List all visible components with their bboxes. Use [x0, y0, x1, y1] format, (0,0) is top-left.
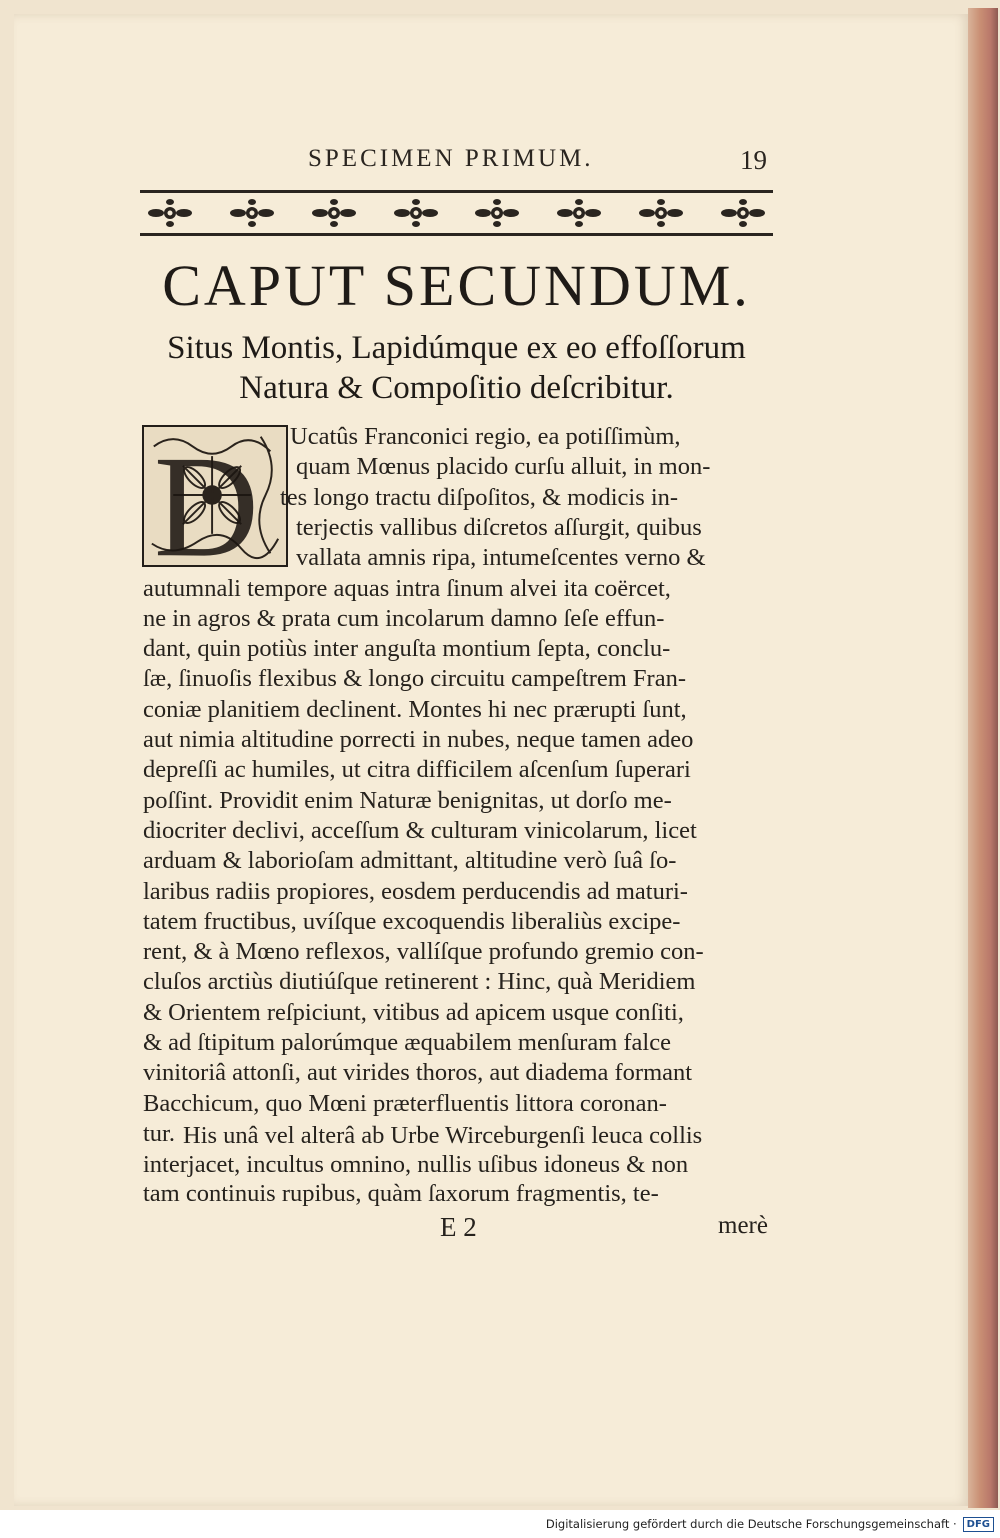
body-line: & ad ſtipitum palorúmque æquabilem menſuram falce — [143, 1029, 671, 1056]
ornament-unit-icon — [473, 197, 521, 229]
svg-text:D: D — [153, 427, 260, 565]
catchword: merè — [718, 1212, 768, 1239]
body-line: dant, quin potiùs inter anguſta montium ſepta, conclu- — [143, 635, 671, 663]
body-line: arduam & laborioſam admittant, altitudine verò ſuâ ſo- — [143, 847, 677, 875]
body-line: vallata amnis ripa, intumeſcentes verno & — [296, 544, 706, 572]
ornament-unit-icon — [392, 197, 440, 229]
body-line: tam continuis rupibus, quàm ſaxorum fragmentis, te- — [143, 1180, 659, 1207]
body-line: Ucatûs Franconici regio, ea potiſſimùm, — [290, 423, 681, 450]
body-line: terjectis vallibus diſcretos aſſurgit, quibus — [296, 513, 702, 541]
decorated-initial-icon — [142, 425, 288, 567]
ornament-unit-icon — [637, 197, 685, 229]
body-line: laribus radiis propiores, eosdem perducendis ad maturi- — [143, 877, 688, 905]
chapter-subtitle-line-1: Situs Montis, Lapidúmque ex eo effoſſorum — [167, 330, 746, 366]
ornament-unit-icon — [146, 197, 194, 229]
ornament-unit-icon — [555, 197, 603, 229]
decorated-initial-D-icon — [144, 427, 286, 565]
body-line: vinitoriâ attonſi, aut virides thoros, aut diadema formant — [143, 1059, 693, 1087]
body-line: ſæ, ſinuoſis flexibus & longo circuitu campeſtrem Fran- — [143, 665, 686, 693]
dfg-logo-icon: DFG — [963, 1517, 994, 1532]
body-line: coniæ planitiem declinent. Montes hi nec prærupti ſunt, — [143, 695, 687, 723]
body-line: tes longo tractu diſpoſitos, & modicis in- — [280, 483, 679, 511]
body-line: autumnali tempore aquas intra ſinum alvei ita coërcet, — [143, 574, 671, 602]
body-line: depreſſi ac humiles, ut citra difficilem aſcenſum ſuperari — [143, 756, 691, 784]
ornament-unit-icon — [310, 197, 358, 229]
body-line: His unâ vel alterâ ab Urbe Wirceburgenſi leuca collis — [183, 1122, 703, 1149]
body-line: cluſos arctiùs diutiúſque retinerent : Hinc, quà Meridiem — [143, 968, 696, 996]
body-line: aut nimia altitudine porrecti in nubes, neque tamen adeo — [143, 726, 694, 753]
floral-ornament-band-icon — [140, 190, 773, 236]
body-line: rent, & à Mœno reflexos, vallíſque profundo gremio con- — [143, 938, 704, 966]
body-line: Bacchicum, quo Mœni præterfluentis littora coronan- — [143, 1089, 667, 1117]
body-line: ne in agros & prata cum incolarum damno ſeſe effun- — [143, 604, 665, 632]
running-head: SPECIMEN PRIMUM. — [308, 145, 594, 172]
credit-text: Digitalisierung gefördert durch die Deutsche Forschungsgemeinschaft · — [545, 1517, 957, 1531]
ornament-unit-icon — [228, 197, 276, 229]
body-line: interjacet, incultus omnino, nullis uſibus idoneus & non — [143, 1151, 689, 1178]
digitization-credit — [0, 1510, 1000, 1538]
chapter-subtitle-line-2: Natura & Compoſitio deſcribitur. — [239, 370, 674, 406]
body-line: diocriter declivi, acceſſum & culturam vinicolarum, licet — [143, 816, 697, 844]
signature-mark: E 2 — [440, 1212, 477, 1242]
page-number: 19 — [740, 145, 767, 175]
page-edge — [968, 8, 998, 1508]
chapter-title: CAPUT SECUNDUM. — [162, 253, 751, 318]
body-line: quam Mœnus placido curſu alluit, in mon- — [296, 453, 711, 481]
body-line: poſſint. Providit enim Naturæ benignitas, ut dorſo me- — [143, 786, 672, 814]
body-line: & Orientem reſpiciunt, vitibus ad apicem usque conſiti, — [143, 998, 684, 1026]
body-line: tur. — [143, 1119, 175, 1147]
ornament-unit-icon — [719, 197, 767, 229]
body-line: tatem fructibus, uvíſque excoquendis liberaliùs excipe- — [143, 907, 681, 935]
